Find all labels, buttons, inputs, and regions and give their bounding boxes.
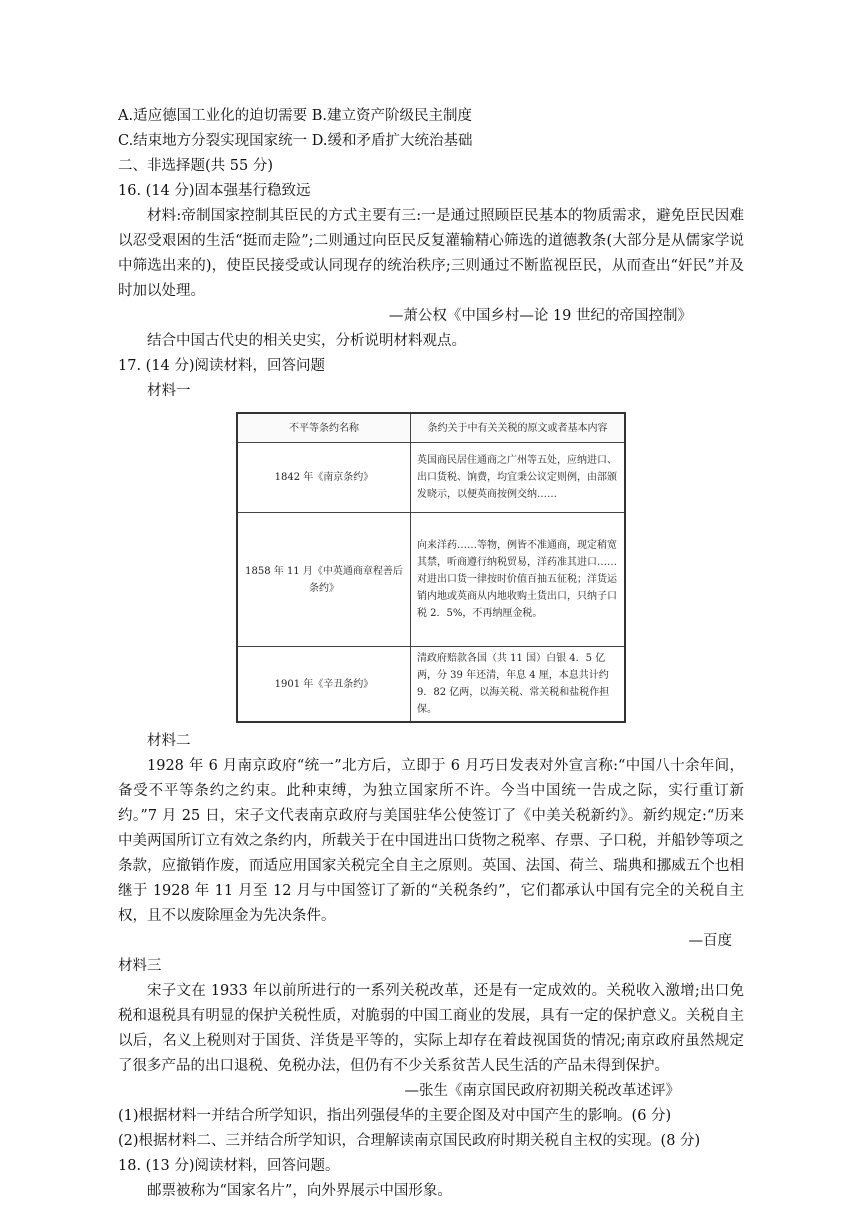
table-header-content: 条约关于中有关关税的原文或者基本内容 <box>411 413 626 443</box>
option-line-ab: A.适应德国工业化的迫切需要 B.建立资产阶级民主制度 <box>118 108 472 124</box>
q18-title: 18. (13 分)阅读材料，回答问题。 <box>118 1158 340 1174</box>
q17-title: 17. (14 分)阅读材料，回答问题 <box>118 358 326 374</box>
table-cell-content: 英国商民居住通商之广州等五处，应纳进口、出口货税、饷费，均宜秉公议定则例，由部颁发晓示，以便英商按例交纳…… <box>411 443 626 513</box>
treaty-table <box>236 412 626 723</box>
q16-question: 结合中国古代史的相关史实，分析说明材料观点。 <box>147 333 466 349</box>
option-line-cd: C.结束地方分裂实现国家统一 D.缓和矛盾扩大统治基础 <box>118 133 473 149</box>
table-row <box>237 513 625 647</box>
q16-title: 16. (14 分)固本强基行稳致远 <box>118 183 311 199</box>
exam-page <box>118 104 744 1204</box>
q16-material: 材料:帝制国家控制其臣民的方式主要有三:一是通过照顾臣民基本的物质需求，避免臣民因难以忍受艰困的生活“挺而走险”;二则通过向臣民反复灌输精心筛选的道德教条(大部分是从儒家学说中筛选出来的)，使臣民接受或认同现存的统治秩序;三则通过不断监视臣民，从而查出“奸民”并及时加以处理。 <box>118 208 744 299</box>
q17-subquestion-1: (1)根据材料一并结合所学知识，指出列强侵华的主要企图及对中国产生的影响。(6 分) <box>118 1108 672 1124</box>
q18-text: 邮票被称为“国家名片”，向外界展示中国形象。 <box>147 1183 452 1199</box>
q17-material2-source: —百度 <box>688 933 732 949</box>
q17-material3-label: 材料三 <box>118 958 162 974</box>
table-cell-name: 1858 年 11 月《中英通商章程善后条约》 <box>237 513 411 647</box>
table-cell-content: 清政府赔款各国（共 11 国）白银 4．5 亿两，分 39 年还清，年息 4 厘，本息共计约 9．82 亿两，以海关税、常关税和盐税作担保。 <box>411 647 626 723</box>
q17-subquestion-2: (2)根据材料二、三并结合所学知识，合理解读南京国民政府时期关税自主权的实现。(8 分) <box>118 1133 701 1149</box>
table-row <box>237 443 625 513</box>
q17-material3-source: —张生《南京国民政府初期关税改革述评》 <box>404 1083 680 1099</box>
q17-material3-text: 宋子文在 1933 年以前所进行的一系列关税改革，还是有一定成效的。关税收入激增;出口免税和退税具有明显的保护关税性质，对脆弱的中国工商业的发展，具有一定的保护意义。关税自主以后，名义上税则对于国货、洋货是平等的，实际上却存在着歧视国货的情况;南京政府虽然规定了很多产品的出口退税、免税办法，但仍有不少关系贫苦人民生活的产品未得到保护。 <box>118 983 744 1074</box>
table-cell-content: 向来洋药……等物，例皆不准通商，现定稍宽其禁，听商遵行纳税贸易，洋药准其进口……对进出口货一律按时价值百抽五征税；洋货运销内地或英商从内地收购土货出口，只纳子口税 2．5%，不再纳厘金税。 <box>411 513 626 647</box>
table-row <box>237 647 625 723</box>
q17-material2-label: 材料二 <box>147 733 191 749</box>
q17-material2-text: 1928 年 6 月南京政府“统一”北方后，立即于 6 月巧日发表对外宣言称:“中国八十余年间，备受不平等条约之约束。此种束缚，为独立国家所不许。今当中国统一告成之际，实行重订新约。”7 月 25 日，宋子文代表南京政府与美国驻华公使签订了《中美关税新约》。新约规定:“历来中美两国所订立有效之条约内，所载关于在中国进出口货物之税率、存票、子口税，并船钞等项之条款，应撤销作废，而适应用国家关税完全自主之原则。英国、法国、荷兰、瑞典和挪威五个也相继于 1928 年 11 月至 12 月与中国签订了新的“关税条约”，它们都承认中国有完全的关税自主权，且不以废除厘金为先决条件。 <box>118 758 744 924</box>
q16-source: —萧公权《中国乡村—论 19 世纪的帝国控制》 <box>388 308 692 324</box>
section-title: 二、非选择题(共 55 分) <box>118 158 273 174</box>
table-header-name: 不平等条约名称 <box>237 413 411 443</box>
table-header-row <box>237 413 625 443</box>
table-cell-name: 1901 年《辛丑条约》 <box>237 647 411 723</box>
q17-material1-label: 材料一 <box>147 383 191 399</box>
table-cell-name: 1842 年《南京条约》 <box>237 443 411 513</box>
